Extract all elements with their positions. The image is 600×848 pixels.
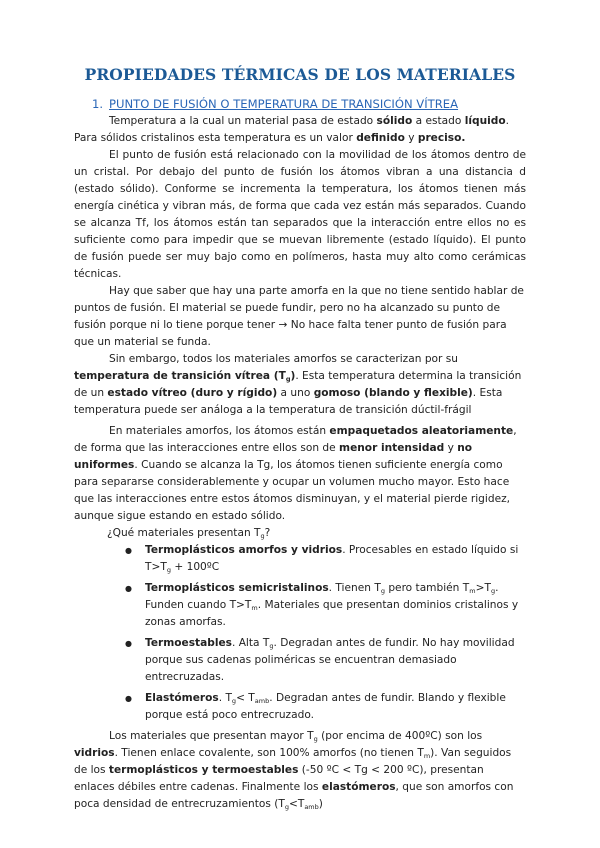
page-title: PROPIEDADES TÉRMICAS DE LOS MATERIALES	[84, 65, 516, 84]
term-solido: sólido	[376, 115, 413, 127]
materials-list	[74, 542, 526, 724]
term-non-uniform: no uniformes	[74, 442, 473, 471]
term-tg: temperatura de transición vítrea $(T_g)$	[74, 370, 296, 383]
paragraph-definition: Temperatura a la cual un material pasa de estado sólido a estado líquido. Para sólidos cristalinos esta temperatura es un valor definido y preciso.	[74, 115, 509, 144]
section-number: 1.	[92, 97, 104, 111]
paragraph-amorphous-part: Hay que saber que hay una parte amorfa en la que no tiene sentido hablar de puntos de fusión. El material se puede fundir, pero no ha alcanzado su punto de fusión porque ni lo tiene porque tener → No hace falta tener punto de fusión para que un material se funda.	[74, 285, 524, 348]
paragraph-glass-transition: Sin embargo, todos los materiales amorfos se caracterizan por su temperatura de transición vítrea $(T_g)$. Esta temperatura determina la transición de un estado vítreo (duro y rígido) a uno gomoso (blando y flexible). Esta temperatura puede ser análoga a la temperatura de transición dúctil-frágil	[74, 353, 522, 416]
list-item: ● Termoestables. Alta $T_g$. Degradan antes de fundir. No hay movilidad porque sus cadenas poliméricas se encuentran demasiado entrecruzadas.	[145, 635, 526, 686]
term-vitreous-state: estado vítreo (duro y rígido)	[107, 387, 278, 399]
term-definido: definido	[356, 132, 405, 144]
term-lower-intensity: menor intensidad	[339, 442, 445, 454]
term-random-packing: empaquetados aleatoriamente	[329, 425, 514, 437]
section-title: PUNTO DE FUSIÓN O TEMPERATURA DE TRANSICIÓN VÍTREA	[109, 97, 459, 111]
term-preciso: preciso.	[417, 132, 466, 144]
term-elastomeros: elastómeros	[321, 781, 396, 793]
paragraph-tg-ranking: Los materiales que presentan mayor $T_g$ (por encima de 400ºC) son los vidrios. Tienen enlace covalente, son 100% amorfos (no tienen $T_m$). Van seguidos de los termoplásticos y termoestables (-50 ºC < Tg < 200 ºC), presentan enlaces débiles entre cadenas. Finalmente los elastómeros, que son amorfos con poca densidad de entrecruzamientos $(T_g<T_{amb})$	[74, 730, 514, 811]
list-item: ● Elastómeros. $T_g< T_{amb}$. Degradan antes de fundir. Blando y flexible porque está poco entrecruzado.	[145, 690, 526, 724]
paragraph-amorphous-materials: En materiales amorfos, los átomos están empaquetados aleatoriamente, de forma que las interacciones entre ellos son de menor intensidad y no uniformes. Cuando se alcanza la Tg, los átomos tienen suficiente energía como para separarse considerablemente y ocupar un volumen mucho mayor. Esto hace que las interacciones entre estos átomos disminuyan, y el material pierde rigidez, aunque sigue estando en estado sólido.	[74, 425, 517, 522]
term-rubbery-state: gomoso (blando y flexible)	[313, 387, 473, 399]
list-item: ● Termoplásticos amorfos y vidrios. Procesables en estado líquido si $T>T_g$ + 100ºC	[145, 542, 526, 576]
term-vidrios: vidrios	[74, 747, 115, 759]
paragraph-melting-point: El punto de fusión está relacionado con la movilidad de los átomos dentro de un cristal. Por debajo del punto de fusión los átomos vibran a una distancia d (estado sólido). Conforme se incrementa la temperatura, los átomos tienen más energía cinética y vibran más, de forma que cada vez están más separados. Cuando se alcanza Tf, los átomos están tan separados que la interacción entre ellos no es suficiente como para impedir que se muevan libremente (estado líquido). El punto de fusión puede ser muy bajo como en polímeros, hasta muy alto como cerámicas técnicas.	[74, 149, 526, 280]
section-heading	[92, 95, 526, 113]
list-item: ● Termoplásticos semicristalinos. Tienen $T_g$ pero también $T_m>T_g$. Funden cuando $T>T_m$. Materiales que presentan dominios cristalinos y zonas amorfas.	[145, 580, 526, 631]
term-liquido: líquido	[464, 115, 506, 127]
term-thermoplastics-thermosets: termoplásticos y termoestables	[108, 764, 299, 776]
question-line: ¿Qué materiales presentan $T_g$?	[107, 527, 271, 540]
